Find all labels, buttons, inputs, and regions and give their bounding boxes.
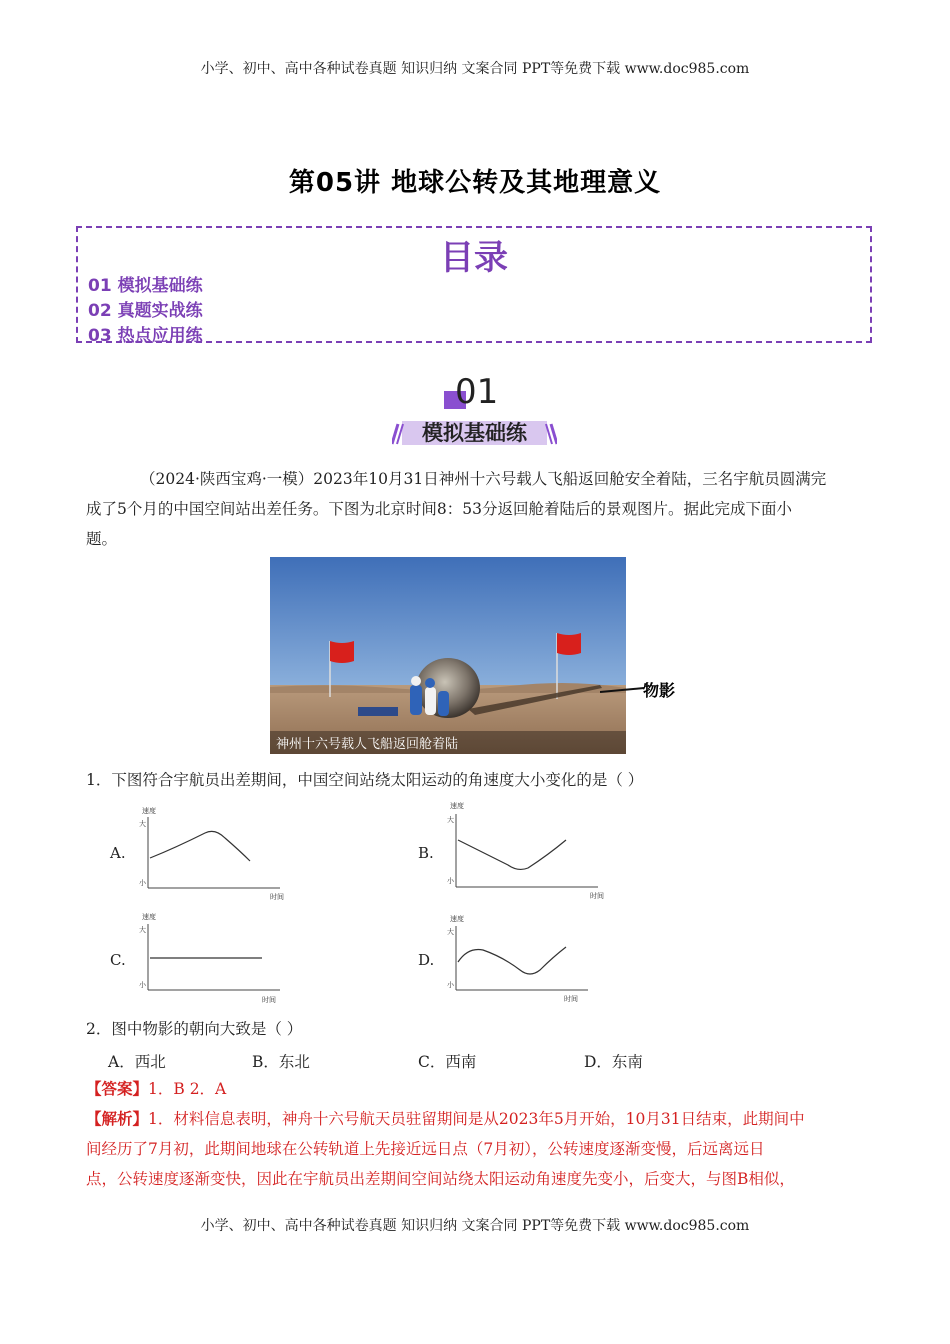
analysis-line-1 xyxy=(86,1104,876,1134)
q1-option-c-label[interactable]: C. xyxy=(110,951,126,969)
q2-option-d[interactable]: D．东南 xyxy=(584,1053,643,1071)
landing-scene xyxy=(270,557,626,754)
q1-option-b-label[interactable]: B. xyxy=(418,844,434,862)
q2-option-b[interactable]: B．东北 xyxy=(252,1053,310,1071)
answer-text: 1．B 2．A xyxy=(148,1080,227,1098)
q1-b-ylabel: 速度 xyxy=(450,802,464,810)
q1-c-ylabel: 速度 xyxy=(142,913,156,921)
toc-item-1[interactable]: 01 模拟基础练 xyxy=(88,276,203,296)
intro-line-2: 成了5个月的中国空间站出差任务。下图为北京时间8：53分返回舱着陆后的景观图片。据此完成下面小 xyxy=(86,500,792,518)
answer-tag: 【答案】 xyxy=(86,1079,149,1098)
landing-photo xyxy=(270,557,626,754)
page-header: 小学、初中、高中各种试卷真题 知识归纳 文案合同 PPT等免费下载 www.doc985.com xyxy=(200,61,750,77)
q1-d-low: 小 xyxy=(447,981,454,989)
q2-option-c[interactable]: C．西南 xyxy=(418,1053,477,1071)
q1-option-c-chart[interactable] xyxy=(130,910,290,1005)
toc-item-3[interactable]: 03 热点应用练 xyxy=(88,326,203,346)
question-1-stem: 1．下图符合宇航员出差期间，中国空间站绕太阳运动的角速度大小变化的是（ ） xyxy=(86,771,644,789)
q1-a-curve xyxy=(150,831,250,861)
section-number: 01 xyxy=(455,372,499,412)
q1-option-b-chart[interactable] xyxy=(438,800,608,903)
q1-c-xlabel: 时间 xyxy=(262,996,276,1004)
q1-d-high: 大 xyxy=(447,928,454,936)
toc-box xyxy=(76,226,872,346)
section-label: 模拟基础练 xyxy=(422,421,527,445)
q1-c-low: 小 xyxy=(139,981,146,989)
section-banner xyxy=(392,418,557,448)
analysis-line-2: 间经历了7月初，此期间地球在公转轨道上先接近远日点（7月初），公转速度逐渐变慢，后远离远日 xyxy=(86,1140,765,1158)
q1-a-ylabel: 速度 xyxy=(142,807,156,815)
intro-line-1: （2024·陕西宝鸡·一模）2023年10月31日神州十六号载人飞船返回舱安全着陆，三名宇航员圆满完 xyxy=(140,470,827,488)
q2-option-a[interactable]: A．西北 xyxy=(108,1053,166,1071)
page-title: 第05讲 地球公转及其地理意义 xyxy=(288,168,662,198)
photo-caption: 神州十六号载人飞船返回舱着陆 xyxy=(276,737,459,752)
toc-item-2[interactable]: 02 真题实战练 xyxy=(88,301,203,321)
shadow-annotation: 物影 xyxy=(643,681,676,700)
q1-d-xlabel: 时间 xyxy=(564,995,578,1003)
q1-b-high: 大 xyxy=(447,816,454,824)
q1-a-low: 小 xyxy=(139,879,146,887)
q1-c-high: 大 xyxy=(139,926,146,934)
q1-option-d-chart[interactable] xyxy=(438,912,598,1004)
q1-option-a-label[interactable]: A. xyxy=(110,844,126,862)
analysis-line-3: 点，公转速度逐渐变快，因此在宇航员出差期间空间站绕太阳运动角速度先变小，后变大，与图B相似， xyxy=(86,1170,795,1188)
q1-b-curve xyxy=(458,840,566,869)
analysis-text-1: 1．材料信息表明，神舟十六号航天员驻留期间是从2023年5月开始，10月31日结束，此期间中 xyxy=(148,1110,805,1128)
q1-d-curve xyxy=(458,947,566,974)
q1-d-ylabel: 速度 xyxy=(450,915,464,923)
q1-option-d-label[interactable]: D. xyxy=(418,951,435,969)
q1-a-high: 大 xyxy=(139,820,146,828)
page-footer: 小学、初中、高中各种试卷真题 知识归纳 文案合同 PPT等免费下载 www.doc985.com xyxy=(200,1218,750,1234)
question-2-stem: 2．图中物影的朝向大致是（ ） xyxy=(86,1020,303,1038)
toc-heading: 目录 xyxy=(440,238,508,278)
q1-b-low: 小 xyxy=(447,877,454,885)
q1-option-a-chart[interactable] xyxy=(130,803,290,903)
q1-b-xlabel: 时间 xyxy=(590,892,604,900)
analysis-tag: 【解析】 xyxy=(86,1109,149,1128)
intro-line-3: 题。 xyxy=(86,530,118,548)
q1-a-xlabel: 时间 xyxy=(270,893,284,901)
answer-line xyxy=(86,1074,876,1104)
